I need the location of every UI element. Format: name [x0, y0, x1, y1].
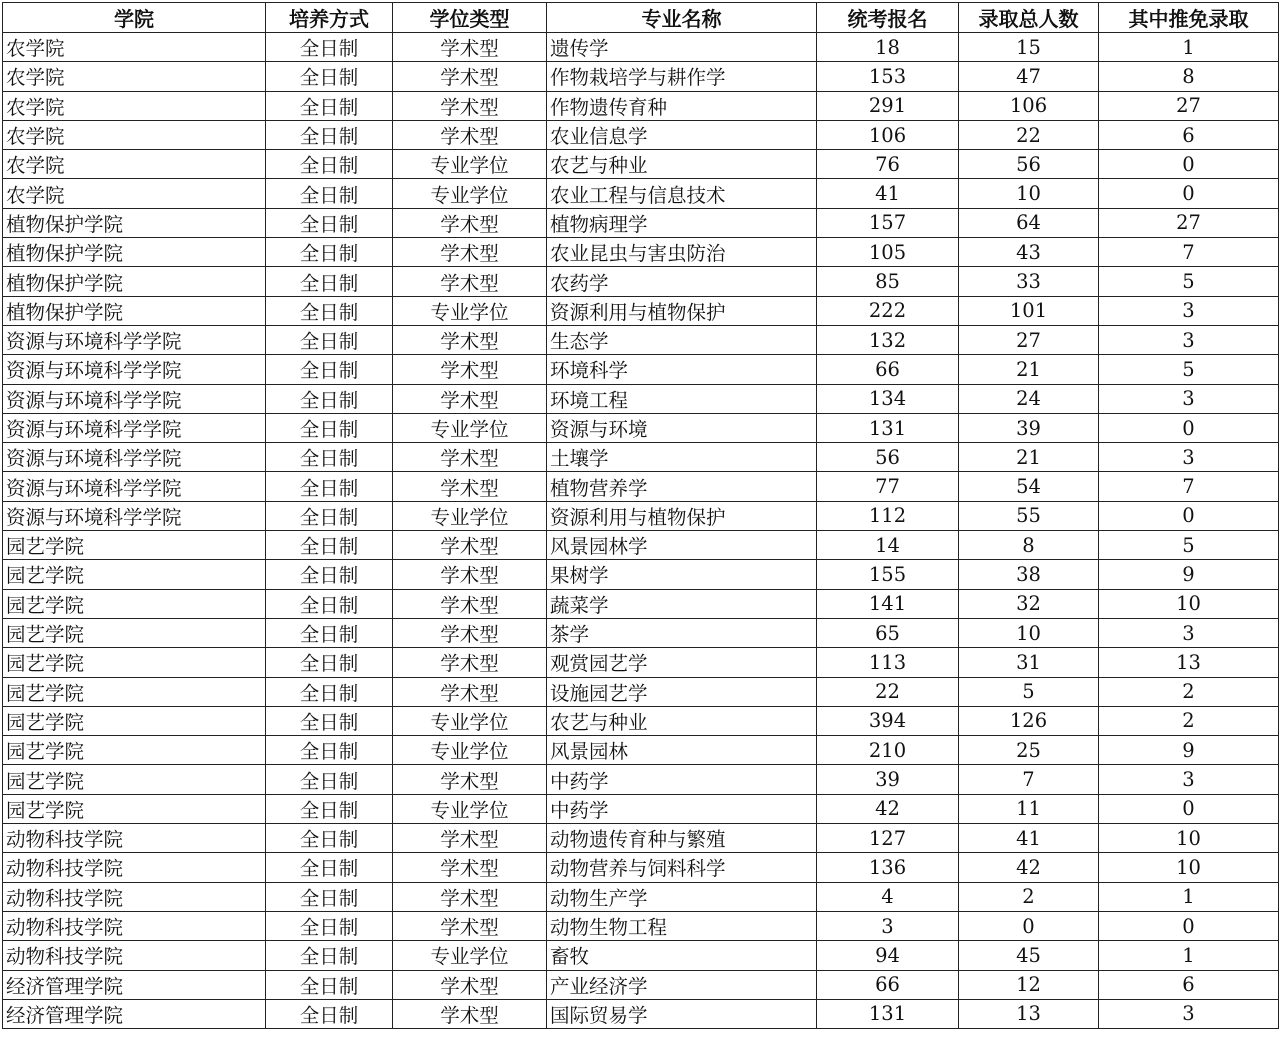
degree-type-cell: 学术型 [393, 531, 547, 560]
college-cell: 农学院 [3, 91, 266, 120]
major-name-cell: 环境科学 [547, 355, 817, 384]
study-mode-cell: 全日制 [266, 911, 393, 940]
total-admitted-cell: 12 [959, 970, 1099, 999]
study-mode-cell: 全日制 [266, 765, 393, 794]
recommended-admitted-cell: 8 [1099, 62, 1279, 91]
exam-applicants-cell: 3 [817, 911, 959, 940]
header-degree-type: 学位类型 [393, 3, 547, 33]
degree-type-cell: 学术型 [393, 472, 547, 501]
exam-applicants-cell: 222 [817, 296, 959, 325]
total-admitted-cell: 8 [959, 531, 1099, 560]
degree-type-cell: 学术型 [393, 33, 547, 62]
degree-type-cell: 学术型 [393, 443, 547, 472]
total-admitted-cell: 39 [959, 413, 1099, 442]
degree-type-cell: 学术型 [393, 970, 547, 999]
major-name-cell: 果树学 [547, 560, 817, 589]
total-admitted-cell: 10 [959, 179, 1099, 208]
major-name-cell: 植物病理学 [547, 208, 817, 237]
degree-type-cell: 专业学位 [393, 150, 547, 179]
study-mode-cell: 全日制 [266, 413, 393, 442]
table-row [3, 62, 1279, 91]
college-cell: 资源与环境科学学院 [3, 384, 266, 413]
college-cell: 资源与环境科学学院 [3, 355, 266, 384]
major-name-cell: 动物遗传育种与繁殖 [547, 824, 817, 853]
exam-applicants-cell: 4 [817, 882, 959, 911]
college-cell: 植物保护学院 [3, 267, 266, 296]
major-name-cell: 畜牧 [547, 941, 817, 970]
table-row [3, 355, 1279, 384]
degree-type-cell: 学术型 [393, 911, 547, 940]
college-cell: 园艺学院 [3, 618, 266, 647]
total-admitted-cell: 25 [959, 736, 1099, 765]
college-cell: 农学院 [3, 120, 266, 149]
table-row [3, 589, 1279, 618]
recommended-admitted-cell: 0 [1099, 501, 1279, 530]
table-row [3, 238, 1279, 267]
study-mode-cell: 全日制 [266, 179, 393, 208]
study-mode-cell: 全日制 [266, 736, 393, 765]
major-name-cell: 产业经济学 [547, 970, 817, 999]
table-row [3, 267, 1279, 296]
table-row [3, 120, 1279, 149]
recommended-admitted-cell: 7 [1099, 472, 1279, 501]
major-name-cell: 农业信息学 [547, 120, 817, 149]
college-cell: 园艺学院 [3, 736, 266, 765]
exam-applicants-cell: 394 [817, 706, 959, 735]
degree-type-cell: 学术型 [393, 648, 547, 677]
table-row [3, 179, 1279, 208]
total-admitted-cell: 11 [959, 794, 1099, 823]
degree-type-cell: 学术型 [393, 765, 547, 794]
major-name-cell: 环境工程 [547, 384, 817, 413]
college-cell: 园艺学院 [3, 560, 266, 589]
total-admitted-cell: 27 [959, 325, 1099, 354]
recommended-admitted-cell: 9 [1099, 736, 1279, 765]
recommended-admitted-cell: 6 [1099, 970, 1279, 999]
degree-type-cell: 专业学位 [393, 413, 547, 442]
exam-applicants-cell: 77 [817, 472, 959, 501]
recommended-admitted-cell: 5 [1099, 267, 1279, 296]
degree-type-cell: 学术型 [393, 91, 547, 120]
college-cell: 资源与环境科学学院 [3, 501, 266, 530]
major-name-cell: 动物营养与饲料科学 [547, 853, 817, 882]
table-row [3, 706, 1279, 735]
degree-type-cell: 学术型 [393, 560, 547, 589]
major-name-cell: 生态学 [547, 325, 817, 354]
study-mode-cell: 全日制 [266, 824, 393, 853]
degree-type-cell: 专业学位 [393, 941, 547, 970]
major-name-cell: 设施园艺学 [547, 677, 817, 706]
total-admitted-cell: 42 [959, 853, 1099, 882]
recommended-admitted-cell: 0 [1099, 413, 1279, 442]
table-row [3, 970, 1279, 999]
study-mode-cell: 全日制 [266, 999, 393, 1028]
college-cell: 园艺学院 [3, 706, 266, 735]
degree-type-cell: 学术型 [393, 882, 547, 911]
exam-applicants-cell: 18 [817, 33, 959, 62]
exam-applicants-cell: 66 [817, 355, 959, 384]
exam-applicants-cell: 157 [817, 208, 959, 237]
major-name-cell: 资源与环境 [547, 413, 817, 442]
major-name-cell: 农艺与种业 [547, 706, 817, 735]
study-mode-cell: 全日制 [266, 941, 393, 970]
college-cell: 园艺学院 [3, 589, 266, 618]
exam-applicants-cell: 56 [817, 443, 959, 472]
degree-type-cell: 学术型 [393, 355, 547, 384]
table-row [3, 208, 1279, 237]
exam-applicants-cell: 112 [817, 501, 959, 530]
exam-applicants-cell: 41 [817, 179, 959, 208]
recommended-admitted-cell: 13 [1099, 648, 1279, 677]
major-name-cell: 中药学 [547, 794, 817, 823]
major-name-cell: 风景园林学 [547, 531, 817, 560]
header-recommended-admitted: 其中推免录取 [1099, 3, 1279, 33]
total-admitted-cell: 10 [959, 618, 1099, 647]
total-admitted-cell: 47 [959, 62, 1099, 91]
recommended-admitted-cell: 5 [1099, 531, 1279, 560]
study-mode-cell: 全日制 [266, 472, 393, 501]
recommended-admitted-cell: 3 [1099, 325, 1279, 354]
degree-type-cell: 专业学位 [393, 179, 547, 208]
college-cell: 动物科技学院 [3, 824, 266, 853]
major-name-cell: 风景园林 [547, 736, 817, 765]
table-row [3, 765, 1279, 794]
college-cell: 农学院 [3, 179, 266, 208]
exam-applicants-cell: 134 [817, 384, 959, 413]
college-cell: 动物科技学院 [3, 911, 266, 940]
recommended-admitted-cell: 0 [1099, 150, 1279, 179]
table-row [3, 853, 1279, 882]
table-row [3, 999, 1279, 1028]
table-row [3, 911, 1279, 940]
total-admitted-cell: 38 [959, 560, 1099, 589]
college-cell: 园艺学院 [3, 648, 266, 677]
degree-type-cell: 专业学位 [393, 736, 547, 765]
study-mode-cell: 全日制 [266, 531, 393, 560]
exam-applicants-cell: 127 [817, 824, 959, 853]
recommended-admitted-cell: 5 [1099, 355, 1279, 384]
study-mode-cell: 全日制 [266, 62, 393, 91]
table-row [3, 882, 1279, 911]
header-college: 学院 [3, 3, 266, 33]
exam-applicants-cell: 132 [817, 325, 959, 354]
degree-type-cell: 专业学位 [393, 501, 547, 530]
study-mode-cell: 全日制 [266, 208, 393, 237]
total-admitted-cell: 13 [959, 999, 1099, 1028]
major-name-cell: 农业工程与信息技术 [547, 179, 817, 208]
admissions-table [2, 2, 1279, 1029]
exam-applicants-cell: 39 [817, 765, 959, 794]
major-name-cell: 国际贸易学 [547, 999, 817, 1028]
college-cell: 园艺学院 [3, 794, 266, 823]
college-cell: 经济管理学院 [3, 999, 266, 1028]
recommended-admitted-cell: 10 [1099, 589, 1279, 618]
recommended-admitted-cell: 2 [1099, 706, 1279, 735]
total-admitted-cell: 31 [959, 648, 1099, 677]
header-major-name: 专业名称 [547, 3, 817, 33]
total-admitted-cell: 45 [959, 941, 1099, 970]
major-name-cell: 动物生物工程 [547, 911, 817, 940]
major-name-cell: 蔬菜学 [547, 589, 817, 618]
exam-applicants-cell: 85 [817, 267, 959, 296]
total-admitted-cell: 56 [959, 150, 1099, 179]
recommended-admitted-cell: 0 [1099, 911, 1279, 940]
exam-applicants-cell: 136 [817, 853, 959, 882]
major-name-cell: 植物营养学 [547, 472, 817, 501]
college-cell: 农学院 [3, 33, 266, 62]
recommended-admitted-cell: 9 [1099, 560, 1279, 589]
total-admitted-cell: 2 [959, 882, 1099, 911]
exam-applicants-cell: 113 [817, 648, 959, 677]
recommended-admitted-cell: 3 [1099, 999, 1279, 1028]
college-cell: 动物科技学院 [3, 882, 266, 911]
college-cell: 植物保护学院 [3, 296, 266, 325]
degree-type-cell: 学术型 [393, 325, 547, 354]
college-cell: 资源与环境科学学院 [3, 325, 266, 354]
table-row [3, 560, 1279, 589]
college-cell: 动物科技学院 [3, 941, 266, 970]
degree-type-cell: 专业学位 [393, 296, 547, 325]
degree-type-cell: 专业学位 [393, 794, 547, 823]
study-mode-cell: 全日制 [266, 355, 393, 384]
major-name-cell: 动物生产学 [547, 882, 817, 911]
college-cell: 植物保护学院 [3, 238, 266, 267]
table-row [3, 91, 1279, 120]
total-admitted-cell: 41 [959, 824, 1099, 853]
table-row [3, 824, 1279, 853]
table-header-row [3, 3, 1279, 33]
exam-applicants-cell: 141 [817, 589, 959, 618]
total-admitted-cell: 22 [959, 120, 1099, 149]
major-name-cell: 观赏园艺学 [547, 648, 817, 677]
table-row [3, 677, 1279, 706]
study-mode-cell: 全日制 [266, 706, 393, 735]
table-row [3, 384, 1279, 413]
major-name-cell: 资源利用与植物保护 [547, 296, 817, 325]
total-admitted-cell: 5 [959, 677, 1099, 706]
degree-type-cell: 学术型 [393, 618, 547, 647]
study-mode-cell: 全日制 [266, 238, 393, 267]
major-name-cell: 作物遗传育种 [547, 91, 817, 120]
degree-type-cell: 学术型 [393, 208, 547, 237]
college-cell: 园艺学院 [3, 677, 266, 706]
total-admitted-cell: 7 [959, 765, 1099, 794]
study-mode-cell: 全日制 [266, 853, 393, 882]
table-row [3, 413, 1279, 442]
college-cell: 资源与环境科学学院 [3, 443, 266, 472]
exam-applicants-cell: 76 [817, 150, 959, 179]
table-row [3, 736, 1279, 765]
study-mode-cell: 全日制 [266, 970, 393, 999]
recommended-admitted-cell: 27 [1099, 91, 1279, 120]
table-row [3, 325, 1279, 354]
college-cell: 经济管理学院 [3, 970, 266, 999]
total-admitted-cell: 106 [959, 91, 1099, 120]
college-cell: 资源与环境科学学院 [3, 413, 266, 442]
study-mode-cell: 全日制 [266, 882, 393, 911]
table-row [3, 941, 1279, 970]
total-admitted-cell: 0 [959, 911, 1099, 940]
study-mode-cell: 全日制 [266, 120, 393, 149]
recommended-admitted-cell: 10 [1099, 824, 1279, 853]
degree-type-cell: 学术型 [393, 238, 547, 267]
recommended-admitted-cell: 0 [1099, 794, 1279, 823]
table-body [3, 33, 1279, 1029]
table-row [3, 443, 1279, 472]
degree-type-cell: 学术型 [393, 853, 547, 882]
study-mode-cell: 全日制 [266, 677, 393, 706]
major-name-cell: 中药学 [547, 765, 817, 794]
degree-type-cell: 学术型 [393, 384, 547, 413]
study-mode-cell: 全日制 [266, 33, 393, 62]
study-mode-cell: 全日制 [266, 501, 393, 530]
recommended-admitted-cell: 27 [1099, 208, 1279, 237]
college-cell: 农学院 [3, 62, 266, 91]
total-admitted-cell: 21 [959, 355, 1099, 384]
major-name-cell: 土壤学 [547, 443, 817, 472]
study-mode-cell: 全日制 [266, 589, 393, 618]
table-row [3, 150, 1279, 179]
major-name-cell: 农业昆虫与害虫防治 [547, 238, 817, 267]
degree-type-cell: 学术型 [393, 824, 547, 853]
college-cell: 植物保护学院 [3, 208, 266, 237]
table-row [3, 296, 1279, 325]
recommended-admitted-cell: 2 [1099, 677, 1279, 706]
major-name-cell: 农艺与种业 [547, 150, 817, 179]
exam-applicants-cell: 65 [817, 618, 959, 647]
total-admitted-cell: 64 [959, 208, 1099, 237]
exam-applicants-cell: 210 [817, 736, 959, 765]
total-admitted-cell: 126 [959, 706, 1099, 735]
college-cell: 资源与环境科学学院 [3, 472, 266, 501]
study-mode-cell: 全日制 [266, 296, 393, 325]
college-cell: 园艺学院 [3, 531, 266, 560]
degree-type-cell: 学术型 [393, 999, 547, 1028]
exam-applicants-cell: 66 [817, 970, 959, 999]
recommended-admitted-cell: 3 [1099, 618, 1279, 647]
degree-type-cell: 学术型 [393, 62, 547, 91]
exam-applicants-cell: 131 [817, 413, 959, 442]
total-admitted-cell: 15 [959, 33, 1099, 62]
total-admitted-cell: 24 [959, 384, 1099, 413]
major-name-cell: 农药学 [547, 267, 817, 296]
exam-applicants-cell: 105 [817, 238, 959, 267]
total-admitted-cell: 54 [959, 472, 1099, 501]
study-mode-cell: 全日制 [266, 443, 393, 472]
exam-applicants-cell: 155 [817, 560, 959, 589]
recommended-admitted-cell: 10 [1099, 853, 1279, 882]
study-mode-cell: 全日制 [266, 150, 393, 179]
table-row [3, 531, 1279, 560]
study-mode-cell: 全日制 [266, 325, 393, 354]
total-admitted-cell: 32 [959, 589, 1099, 618]
table-row [3, 472, 1279, 501]
study-mode-cell: 全日制 [266, 560, 393, 589]
exam-applicants-cell: 22 [817, 677, 959, 706]
college-cell: 动物科技学院 [3, 853, 266, 882]
table-row [3, 648, 1279, 677]
exam-applicants-cell: 291 [817, 91, 959, 120]
total-admitted-cell: 55 [959, 501, 1099, 530]
study-mode-cell: 全日制 [266, 618, 393, 647]
recommended-admitted-cell: 3 [1099, 384, 1279, 413]
recommended-admitted-cell: 7 [1099, 238, 1279, 267]
recommended-admitted-cell: 1 [1099, 33, 1279, 62]
header-total-admitted: 录取总人数 [959, 3, 1099, 33]
recommended-admitted-cell: 3 [1099, 296, 1279, 325]
recommended-admitted-cell: 1 [1099, 941, 1279, 970]
study-mode-cell: 全日制 [266, 267, 393, 296]
recommended-admitted-cell: 6 [1099, 120, 1279, 149]
degree-type-cell: 学术型 [393, 267, 547, 296]
total-admitted-cell: 101 [959, 296, 1099, 325]
exam-applicants-cell: 14 [817, 531, 959, 560]
degree-type-cell: 学术型 [393, 589, 547, 618]
exam-applicants-cell: 153 [817, 62, 959, 91]
degree-type-cell: 专业学位 [393, 706, 547, 735]
exam-applicants-cell: 131 [817, 999, 959, 1028]
header-study-mode: 培养方式 [266, 3, 393, 33]
exam-applicants-cell: 94 [817, 941, 959, 970]
exam-applicants-cell: 42 [817, 794, 959, 823]
degree-type-cell: 学术型 [393, 677, 547, 706]
total-admitted-cell: 21 [959, 443, 1099, 472]
exam-applicants-cell: 106 [817, 120, 959, 149]
total-admitted-cell: 33 [959, 267, 1099, 296]
major-name-cell: 资源利用与植物保护 [547, 501, 817, 530]
recommended-admitted-cell: 1 [1099, 882, 1279, 911]
study-mode-cell: 全日制 [266, 794, 393, 823]
study-mode-cell: 全日制 [266, 648, 393, 677]
recommended-admitted-cell: 0 [1099, 179, 1279, 208]
table-row [3, 33, 1279, 62]
table-row [3, 501, 1279, 530]
header-exam-applicants: 统考报名 [817, 3, 959, 33]
total-admitted-cell: 43 [959, 238, 1099, 267]
college-cell: 园艺学院 [3, 765, 266, 794]
table-row [3, 618, 1279, 647]
major-name-cell: 遗传学 [547, 33, 817, 62]
college-cell: 农学院 [3, 150, 266, 179]
degree-type-cell: 学术型 [393, 120, 547, 149]
study-mode-cell: 全日制 [266, 91, 393, 120]
recommended-admitted-cell: 3 [1099, 765, 1279, 794]
study-mode-cell: 全日制 [266, 384, 393, 413]
table-row [3, 794, 1279, 823]
major-name-cell: 茶学 [547, 618, 817, 647]
recommended-admitted-cell: 3 [1099, 443, 1279, 472]
major-name-cell: 作物栽培学与耕作学 [547, 62, 817, 91]
